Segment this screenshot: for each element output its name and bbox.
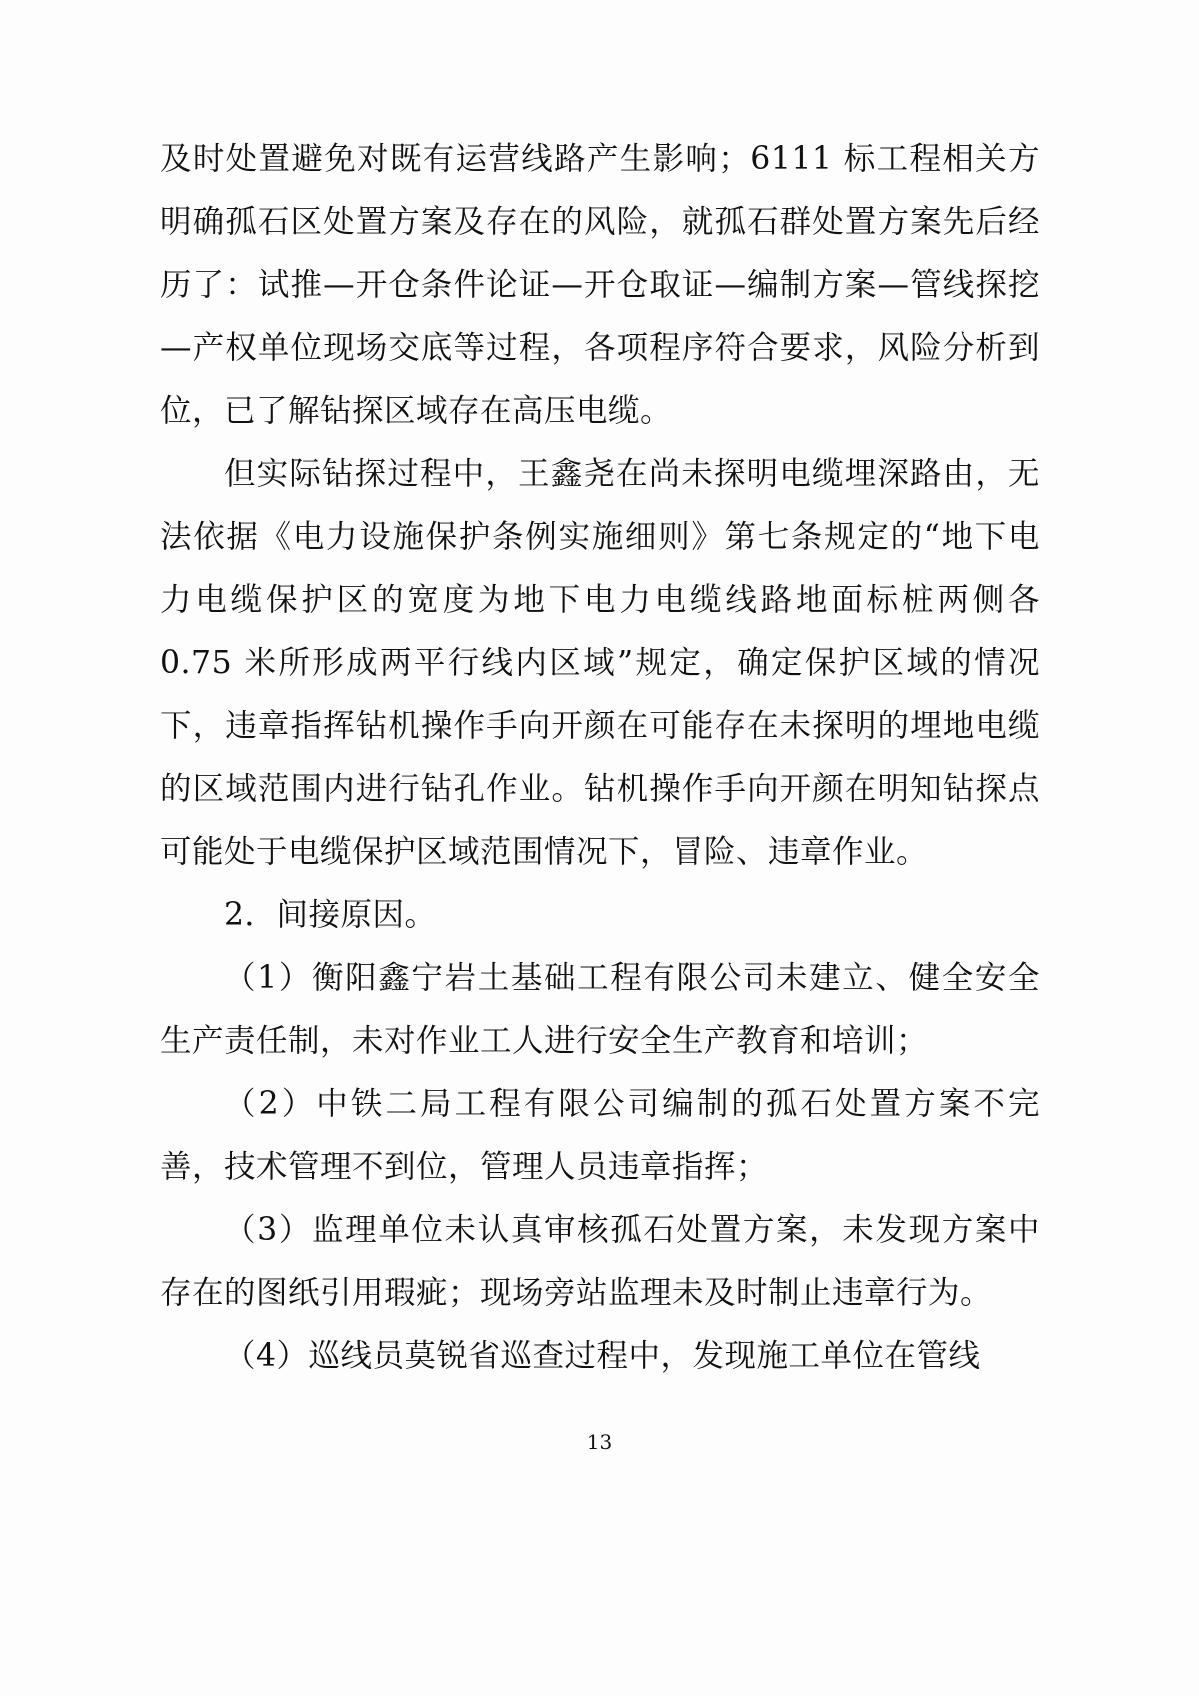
paragraph-2: 但实际钻探过程中，王鑫尧在尚未探明电缆埋深路由，无法依据《电力设施保护条例实施细则》第七条规定的“地下电力电缆保护区的宽度为地下电力电缆线路地面标桩两侧各 0.75 米所形成两平行线内区域”规定，确定保护区域的情况下，违章指挥钻机操作手向开颜在可能存在未探明的埋地电缆的区域范围内进行钻孔作业。钻机操作手向开颜在明知钻探点可能处于电缆保护区域范围情况下，冒险、违章作业。 (160, 456, 1040, 870)
paragraph-3-heading: 2．间接原因。 (224, 897, 437, 933)
paragraph-7-item-4: （4）巡线员莫锐省巡查过程中，发现施工单位在管线 (224, 1338, 981, 1374)
paragraph-4-item-1: （1）衡阳鑫宁岩土基础工程有限公司未建立、健全安全生产责任制，未对作业工人进行安全生产教育和培训； (160, 960, 1040, 1059)
paragraph-5-item-2: （2）中铁二局工程有限公司编制的孤石处置方案不完善，技术管理不到位，管理人员违章指挥； (160, 1086, 1040, 1185)
page-number: 13 (586, 1430, 613, 1454)
paragraph-6-item-3: （3）监理单位未认真审核孤石处置方案，未发现方案中存在的图纸引用瑕疵；现场旁站监理未及时制止违章行为。 (160, 1212, 1040, 1311)
page-body (160, 128, 1040, 1388)
paragraph-1: 及时处置避免对既有运营线路产生影响；6111 标工程相关方明确孤石区处置方案及存在的风险，就孤石群处置方案先后经历了：试推—开仓条件论证—开仓取证—编制方案—管线探挖—产权单位现场交底等过程，各项程序符合要求，风险分析到位，已了解钻探区域存在高压电缆。 (160, 141, 1040, 429)
